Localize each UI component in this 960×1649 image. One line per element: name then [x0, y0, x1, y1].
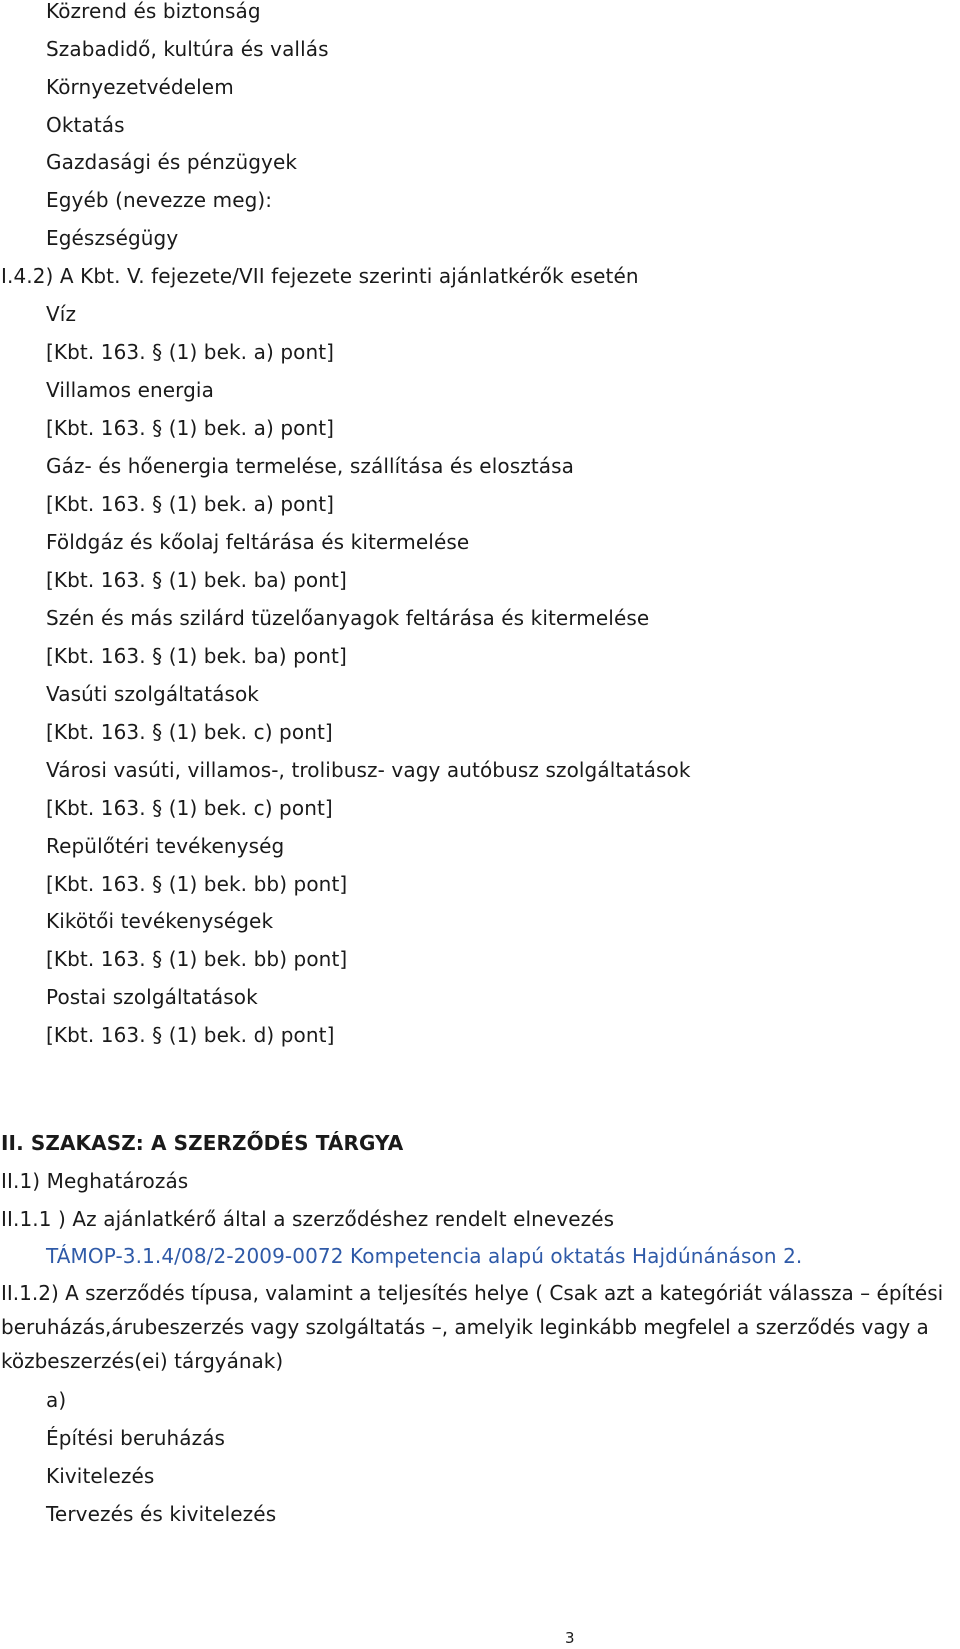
list-item: Gáz- és hőenergia termelése, szállítása és elosztása	[46, 454, 574, 478]
list-item: Szabadidő, kultúra és vallás	[46, 37, 329, 61]
list-item: Víz	[46, 302, 77, 326]
list-item: Villamos energia	[46, 378, 214, 402]
legal-reference: [Kbt. 163. § (1) bek. ba) pont]	[46, 644, 347, 668]
list-item: Egyéb (nevezze meg):	[46, 188, 273, 212]
list-item: Gazdasági és pénzügyek	[46, 150, 298, 174]
legal-reference: [Kbt. 163. § (1) bek. ba) pont]	[46, 568, 347, 592]
legal-reference: [Kbt. 163. § (1) bek. a) pont]	[46, 492, 335, 516]
section-heading: II. SZAKASZ: A SZERZŐDÉS TÁRGYA	[1, 1131, 404, 1155]
list-item: Közrend és biztonság	[46, 0, 261, 23]
list-item: Egészségügy	[46, 226, 179, 250]
subsection-paragraph: II.1.2) A szerződés típusa, valamint a teljesítés helye ( Csak azt a kategóriát válassza – építési beruházás,árubeszerzés vagy szolgáltatás –, amelyik leginkább megfelel a szerződés vagy a közbeszerzés(ei) tárgyának)	[1, 1281, 944, 1373]
list-item: Környezetvédelem	[46, 75, 234, 99]
section-heading-i42: I.4.2) A Kbt. V. fejezete/VII fejezete szerinti ajánlatkérők esetén	[1, 264, 639, 288]
list-item: Kikötői tevékenységek	[46, 909, 274, 933]
option-item: Kivitelezés	[46, 1464, 155, 1488]
list-item: Oktatás	[46, 113, 125, 137]
legal-reference: [Kbt. 163. § (1) bek. bb) pont]	[46, 947, 348, 971]
option-label: a)	[46, 1388, 67, 1412]
list-item: Földgáz és kőolaj feltárása és kitermelése	[46, 530, 470, 554]
legal-reference: [Kbt. 163. § (1) bek. d) pont]	[46, 1023, 335, 1047]
legal-reference: [Kbt. 163. § (1) bek. bb) pont]	[46, 872, 348, 896]
option-item: Tervezés és kivitelezés	[46, 1502, 277, 1526]
list-item: Szén és más szilárd tüzelőanyagok feltárása és kitermelése	[46, 606, 650, 630]
list-item: Városi vasúti, villamos-, trolibusz- vagy autóbusz szolgáltatások	[46, 758, 691, 782]
contract-title-value: TÁMOP-3.1.4/08/2-2009-0072 Kompetencia alapú oktatás Hajdúnánáson 2.	[46, 1244, 803, 1268]
list-item: Vasúti szolgáltatások	[46, 682, 259, 706]
list-item: Repülőtéri tevékenység	[46, 834, 285, 858]
legal-reference: [Kbt. 163. § (1) bek. a) pont]	[46, 416, 335, 440]
legal-reference: [Kbt. 163. § (1) bek. c) pont]	[46, 796, 333, 820]
page-number: 3	[565, 1629, 575, 1647]
legal-reference: [Kbt. 163. § (1) bek. a) pont]	[46, 340, 335, 364]
list-item: Postai szolgáltatások	[46, 985, 258, 1009]
subsection-heading: II.1.1 ) Az ajánlatkérő által a szerződéshez rendelt elnevezés	[1, 1207, 615, 1231]
option-item: Építési beruházás	[46, 1426, 226, 1450]
subsection-heading: II.1) Meghatározás	[1, 1169, 189, 1193]
legal-reference: [Kbt. 163. § (1) bek. c) pont]	[46, 720, 333, 744]
